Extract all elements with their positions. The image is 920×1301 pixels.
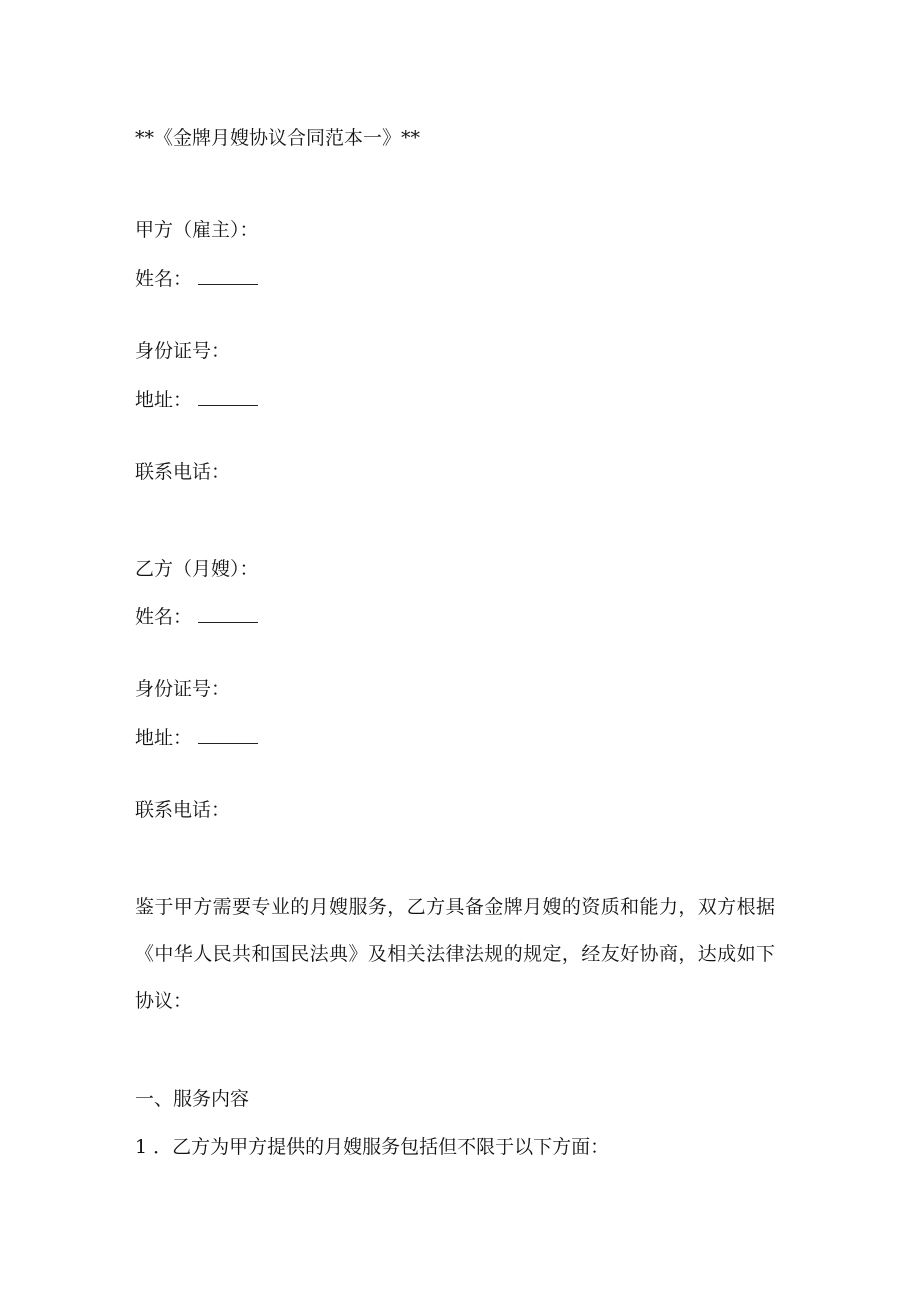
party-b-address-blank — [198, 729, 258, 744]
section-1-heading: 一、服务内容 — [135, 1088, 250, 1110]
preamble-paragraph: 鉴于甲方需要专业的月嫂服务，乙方具备金牌月嫂的资质和能力，双方根据《中华人民共和国民法典》及相关法律法规的规定，经友好协商，达成如下协议： — [135, 896, 775, 1012]
party-a-name-row — [135, 267, 258, 291]
party-a-name-label: 姓名： — [135, 268, 193, 290]
party-a-name-blank — [198, 270, 258, 285]
party-b-name-row — [135, 605, 258, 629]
party-b-heading: 乙方（月嫂）： — [135, 558, 259, 580]
party-a-phone-label: 联系电话： — [135, 461, 231, 483]
party-a-heading: 甲方（雇主）： — [135, 219, 259, 241]
section-1-item-1: 1 ．乙方为甲方提供的月嫂服务包括但不限于以下方面： — [135, 1136, 610, 1158]
document-title: **《金牌月嫂协议合同范本一》** — [135, 127, 421, 149]
party-a-address-blank — [198, 391, 258, 406]
party-b-address-label: 地址： — [135, 727, 193, 749]
party-a-id-label: 身份证号： — [135, 340, 231, 362]
party-b-name-label: 姓名： — [135, 606, 193, 628]
party-b-name-blank — [198, 608, 258, 623]
party-a-address-row — [135, 388, 258, 412]
party-b-id-label: 身份证号： — [135, 678, 231, 700]
party-b-address-row — [135, 726, 258, 750]
party-a-address-label: 地址： — [135, 389, 193, 411]
party-b-phone-label: 联系电话： — [135, 799, 231, 821]
